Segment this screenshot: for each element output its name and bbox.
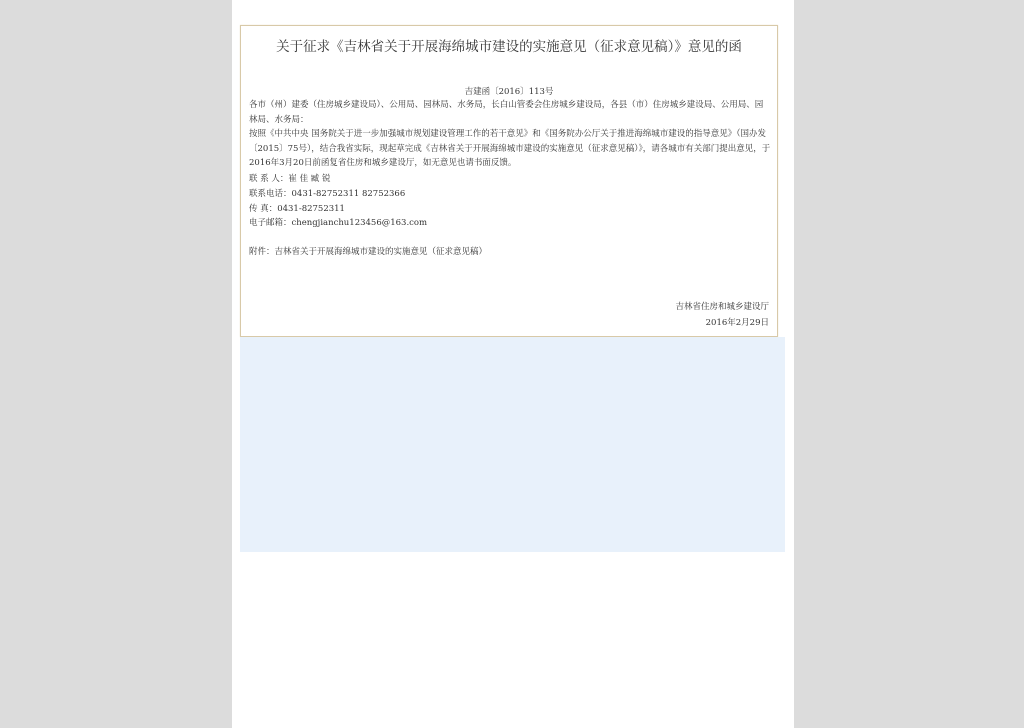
- contact-email: 电子邮箱：chengjianchu123456@163.com: [249, 218, 428, 228]
- contact-phone: 联系电话：0431-82752311 82752366: [249, 189, 406, 199]
- attachment-line: 附件：吉林省关于开展海绵城市建设的实施意见（征求意见稿）: [249, 247, 488, 257]
- document-title: 关于征求《吉林省关于开展海绵城市建设的实施意见（征求意见稿）》意见的函: [276, 39, 742, 55]
- blank-content-area: [240, 337, 785, 552]
- body-paragraph: 按照《中共中央 国务院关于进一步加强城市规划建设管理工作的若干意见》和《国务院办公厅关于推进海绵城市建设的指导意见》（国办发〔2015〕75号），结合我省实际，现起草完成《吉林省关于开展海绵城市建设的实施意见（征求意见稿）》，请各城市有关部门提出意见，于2016年3月20日前函复省住房和城乡建设厅，如无意见也请书面反馈。: [249, 129, 771, 168]
- contact-fax: 传 真：0431-82752311: [249, 204, 345, 214]
- document-number: 吉建函〔2016〕113号: [464, 87, 554, 97]
- signature-date: 2016年2月29日: [705, 318, 769, 328]
- document-page: [232, 0, 794, 728]
- document-frame: [240, 25, 778, 337]
- contact-person: 联 系 人：崔 佳 臧 锐: [249, 174, 331, 184]
- signature-organization: 吉林省住房和城乡建设厅: [675, 302, 769, 312]
- recipients-text: 各市（州）建委（住房城乡建设局）、公用局、园林局、水务局，长白山管委会住房城乡建设局，各县（市）住房城乡建设局、公用局、园林局、水务局：: [249, 100, 764, 125]
